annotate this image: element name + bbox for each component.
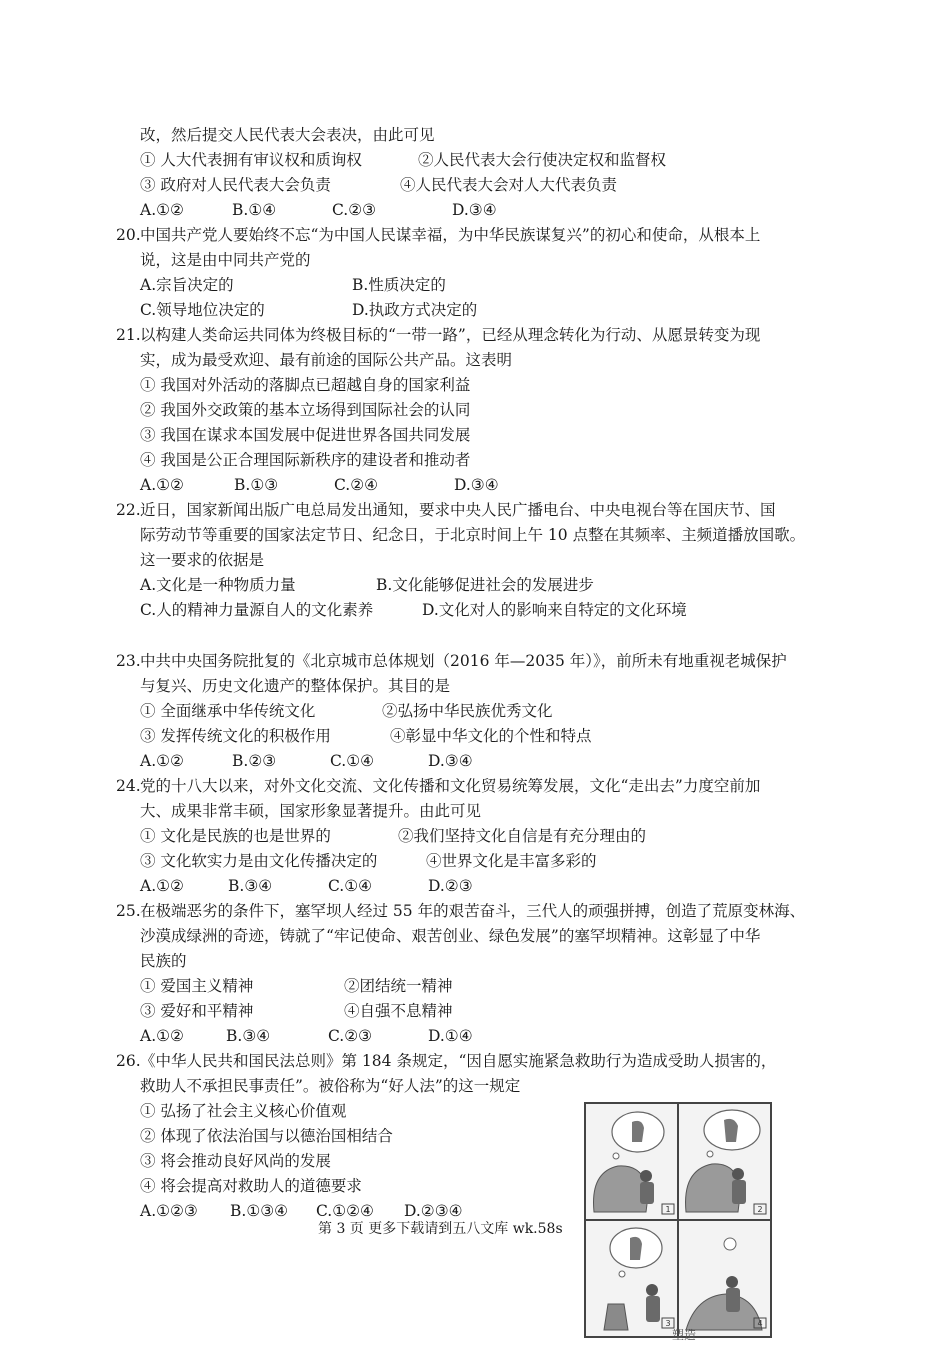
q19-option-3: ③ 政府对人民代表大会负责: [140, 176, 331, 194]
q25-option-4: ④自强不息精神: [344, 1002, 453, 1020]
q26-option-4: ④ 将会提高对救助人的道德要求: [140, 1177, 362, 1195]
q23-option-4: ④彰显中华文化的个性和特点: [390, 727, 592, 745]
q26-answer-a: A.①②③: [140, 1202, 198, 1220]
q24-answer-d: D.②③: [428, 877, 473, 895]
q19-option-4: ④人民代表大会对人大代表负责: [400, 176, 618, 194]
q23-stem-line1: 中共中央国务院批复的《北京城市总体规划（2016 年—2035 年）》，前所未有地重视老城保护: [140, 652, 787, 670]
q26-stem-line1: 《中华人民共和国民法总则》第 184 条规定，“因自愿实施紧急救助行为造成受助人损害的，: [140, 1052, 777, 1070]
q20-option-a: A.宗旨决定的: [140, 276, 234, 294]
q23-option-1: ① 全面继承中华传统文化: [140, 702, 316, 720]
q25-number: 25.: [116, 902, 141, 920]
q25-stem-line3: 民族的: [140, 952, 187, 970]
comic-panel-3-number: 3: [665, 1319, 671, 1328]
q24-answer-b: B.③④: [228, 877, 273, 895]
q23-stem-line2: 与复兴、历史文化遗产的整体保护。其目的是: [140, 677, 451, 695]
q26-answer-b: B.①③④: [230, 1202, 289, 1220]
q24-answer-a: A.①②: [140, 877, 184, 895]
q25-stem-line2: 沙漠成绿洲的奇迹，铸就了“牢记使命、艰苦创业、绿色发展”的塞罕坝精神。这彰显了中华: [140, 927, 761, 945]
q20-option-c: C.领导地位决定的: [140, 301, 265, 319]
q21-option-4: ④ 我国是公正合理国际新秩序的建设者和推动者: [140, 451, 471, 469]
q20-option-b: B.性质决定的: [352, 276, 446, 294]
q23-answer-c: C.①④: [330, 752, 375, 770]
comic-panel-4-number: 4: [757, 1319, 763, 1328]
q25-option-1: ① 爱国主义精神: [140, 977, 254, 995]
q23-answer-b: B.②③: [232, 752, 277, 770]
q22-stem-line1: 近日，国家新闻出版广电总局发出通知，要求中央人民广播电台、中央电视台等在国庆节、国: [140, 501, 776, 519]
q19-answer-c: C.②③: [332, 201, 377, 219]
q25-option-2: ②团结统一精神: [344, 977, 453, 995]
comic-illustration: [584, 1102, 772, 1338]
q24-option-3: ③ 文化软实力是由文化传播决定的: [140, 852, 378, 870]
q21-option-2: ② 我国外交政策的基本立场得到国际社会的认同: [140, 401, 471, 419]
q19-answer-a: A.①②: [140, 201, 184, 219]
q24-stem-line1: 党的十八大以来，对外文化交流、文化传播和文化贸易统筹发展，文化“走出去”力度空前加: [140, 777, 761, 795]
q25-stem-line1: 在极端恶劣的条件下，塞罕坝人经过 55 年的艰苦奋斗，三代人的顽强拼搏，创造了荒原变林海、: [140, 902, 806, 920]
q21-option-1: ① 我国对外活动的落脚点已超越自身的国家利益: [140, 376, 471, 394]
q25-answer-c: C.②③: [328, 1027, 373, 1045]
q19-answer-d: D.③④: [452, 201, 497, 219]
q19-stem-continued: 改，然后提交人民代表大会表决，由此可见: [140, 126, 435, 144]
q21-answer-d: D.③④: [454, 476, 499, 494]
q24-answer-c: C.①④: [328, 877, 373, 895]
q21-stem-line1: 以构建人类命运共同体为终极目标的“一带一路”，已经从理念转化为行动、从愿景转变为现: [140, 326, 761, 344]
q20-number: 20.: [116, 226, 141, 244]
q21-answer-a: A.①②: [140, 476, 184, 494]
q19-option-1: ① 人大代表拥有审议权和质询权: [140, 151, 362, 169]
comic-drawing: [586, 1104, 770, 1336]
q20-option-d: D.执政方式决定的: [352, 301, 478, 319]
q26-option-3: ③ 将会推动良好风尚的发展: [140, 1152, 331, 1170]
q26-answer-d: D.②③④: [404, 1202, 463, 1220]
q21-option-3: ③ 我国在谋求本国发展中促进世界各国共同发展: [140, 426, 471, 444]
comic-panel-1-number: 1: [665, 1205, 671, 1214]
q26-number: 26.: [116, 1052, 141, 1070]
q25-answer-a: A.①②: [140, 1027, 184, 1045]
q22-option-c: C.人的精神力量源自人的文化素养: [140, 601, 374, 619]
q21-stem-line2: 实，成为最受欢迎、最有前途的国际公共产品。这表明: [140, 351, 513, 369]
q20-stem-line2: 说，这是由中同共产党的: [140, 251, 311, 269]
q22-number: 22.: [116, 501, 141, 519]
q23-answer-a: A.①②: [140, 752, 184, 770]
q20-stem-line1: 中国共产党人要始终不忘“为中国人民谋幸福，为中华民族谋复兴”的初心和使命，从根本上: [140, 226, 761, 244]
q19-option-2: ②人民代表大会行使决定权和监督权: [418, 151, 667, 169]
q26-option-2: ② 体现了依法治国与以德治国相结合: [140, 1127, 393, 1145]
q25-option-3: ③ 爱好和平精神: [140, 1002, 254, 1020]
comic-panel-2-number: 2: [757, 1205, 763, 1214]
q19-answer-b: B.①④: [232, 201, 277, 219]
q22-option-b: B.文化能够促进社会的发展进步: [376, 576, 594, 594]
q24-option-4: ④世界文化是丰富多彩的: [426, 852, 597, 870]
page-footer: 第 3 页 更多下载请到五八文库 wk.58s: [318, 1221, 563, 1237]
q22-stem-line2: 际劳动节等重要的国家法定节日、纪念日，于北京时间上午 10 点整在其频率、主频道播放国歌。: [140, 526, 806, 544]
q21-number: 21.: [116, 326, 141, 344]
q24-stem-line2: 大、成果非常丰硕，国家形象显著提升。由此可见: [140, 802, 482, 820]
q24-number: 24.: [116, 777, 141, 795]
q26-stem-line2: 救助人不承担民事责任”。被俗称为“好人法”的这一规定: [140, 1077, 521, 1095]
q25-answer-d: D.①④: [428, 1027, 473, 1045]
q25-answer-b: B.③④: [226, 1027, 271, 1045]
q22-option-a: A.文化是一种物质力量: [140, 576, 296, 594]
q23-option-2: ②弘扬中华民族优秀文化: [382, 702, 553, 720]
q23-number: 23.: [116, 652, 141, 670]
comic-caption: 塑造: [672, 1328, 697, 1342]
q23-option-3: ③ 发挥传统文化的积极作用: [140, 727, 331, 745]
q22-stem-line3: 这一要求的依据是: [140, 551, 265, 569]
q23-answer-d: D.③④: [428, 752, 473, 770]
q24-option-2: ②我们坚持文化自信是有充分理由的: [398, 827, 647, 845]
q26-answer-c: C.①②④: [316, 1202, 374, 1220]
q26-option-1: ① 弘扬了社会主义核心价值观: [140, 1102, 347, 1120]
q22-option-d: D.文化对人的影响来自特定的文化环境: [422, 601, 687, 619]
q24-option-1: ① 文化是民族的也是世界的: [140, 827, 331, 845]
q21-answer-c: C.②④: [334, 476, 379, 494]
q21-answer-b: B.①③: [234, 476, 279, 494]
